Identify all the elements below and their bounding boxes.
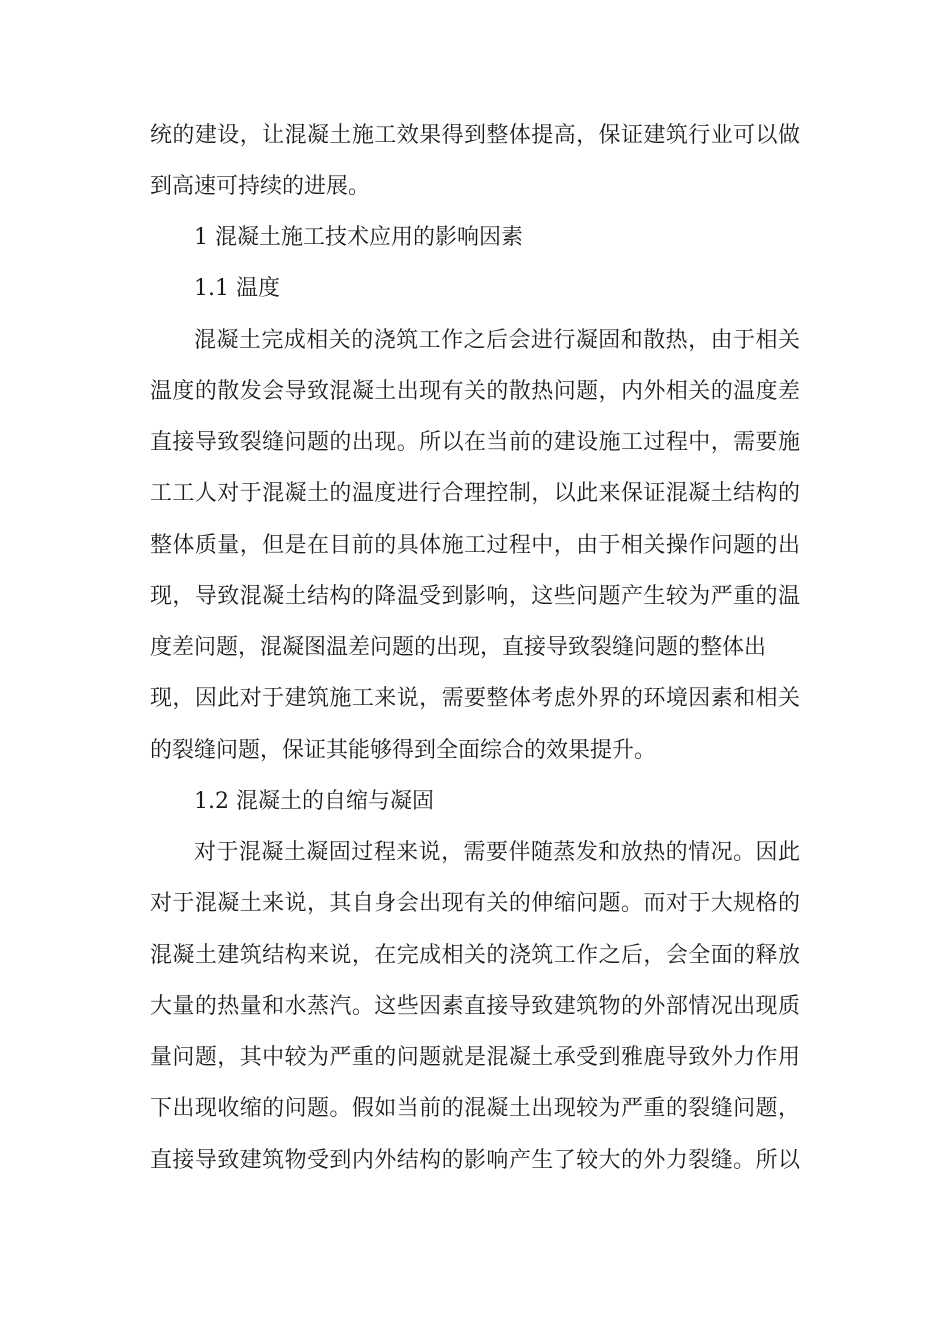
- section-heading: 1 混凝土施工技术应用的影响因素: [194, 225, 523, 250]
- body-text-line: 度差问题，混凝图温差问题的出现，直接导致裂缝问题的整体出: [150, 635, 767, 660]
- body-text-line: 对于混凝土来说，其自身会出现有关的伸缩问题。而对于大规格的: [150, 891, 800, 916]
- body-text-line: 下出现收缩的问题。假如当前的混凝土出现较为严重的裂缝问题，: [150, 1096, 800, 1121]
- subsection-heading: 1.2 混凝土的自缩与凝固: [194, 789, 434, 814]
- body-text-line: 量问题，其中较为严重的问题就是混凝土承受到雅鹿导致外力作用: [150, 1045, 800, 1070]
- body-text-line: 混凝土完成相关的浇筑工作之后会进行凝固和散热，由于相关: [194, 328, 800, 353]
- body-text-line: 直接导致建筑物受到内外结构的影响产生了较大的外力裂缝。所以: [150, 1148, 800, 1173]
- body-text-line: 的裂缝问题，保证其能够得到全面综合的效果提升。: [150, 738, 657, 763]
- body-text-line: 现，导致混凝土结构的降温受到影响，这些问题产生较为严重的温: [150, 584, 800, 609]
- subsection-heading: 1.1 温度: [194, 276, 280, 301]
- body-text-line: 到高速可持续的进展。: [150, 174, 371, 199]
- body-text-line: 混凝土建筑结构来说，在完成相关的浇筑工作之后，会全面的释放: [150, 943, 800, 968]
- body-text-line: 对于混凝土凝固过程来说，需要伴随蒸发和放热的情况。因此: [194, 840, 800, 865]
- body-text-line: 大量的热量和水蒸汽。这些因素直接导致建筑物的外部情况出现质: [150, 994, 800, 1019]
- body-text-line: 统的建设，让混凝土施工效果得到整体提高，保证建筑行业可以做: [150, 123, 800, 148]
- body-text-line: 直接导致裂缝问题的出现。所以在当前的建设施工过程中，需要施: [150, 430, 800, 455]
- body-text-line: 整体质量，但是在目前的具体施工过程中，由于相关操作问题的出: [150, 533, 800, 558]
- body-text-line: 温度的散发会导致混凝土出现有关的散热问题，内外相关的温度差: [150, 379, 800, 404]
- body-text-line: 现，因此对于建筑施工来说，需要整体考虑外界的环境因素和相关: [150, 686, 800, 711]
- body-text-line: 工工人对于混凝土的温度进行合理控制，以此来保证混凝土结构的: [150, 481, 800, 506]
